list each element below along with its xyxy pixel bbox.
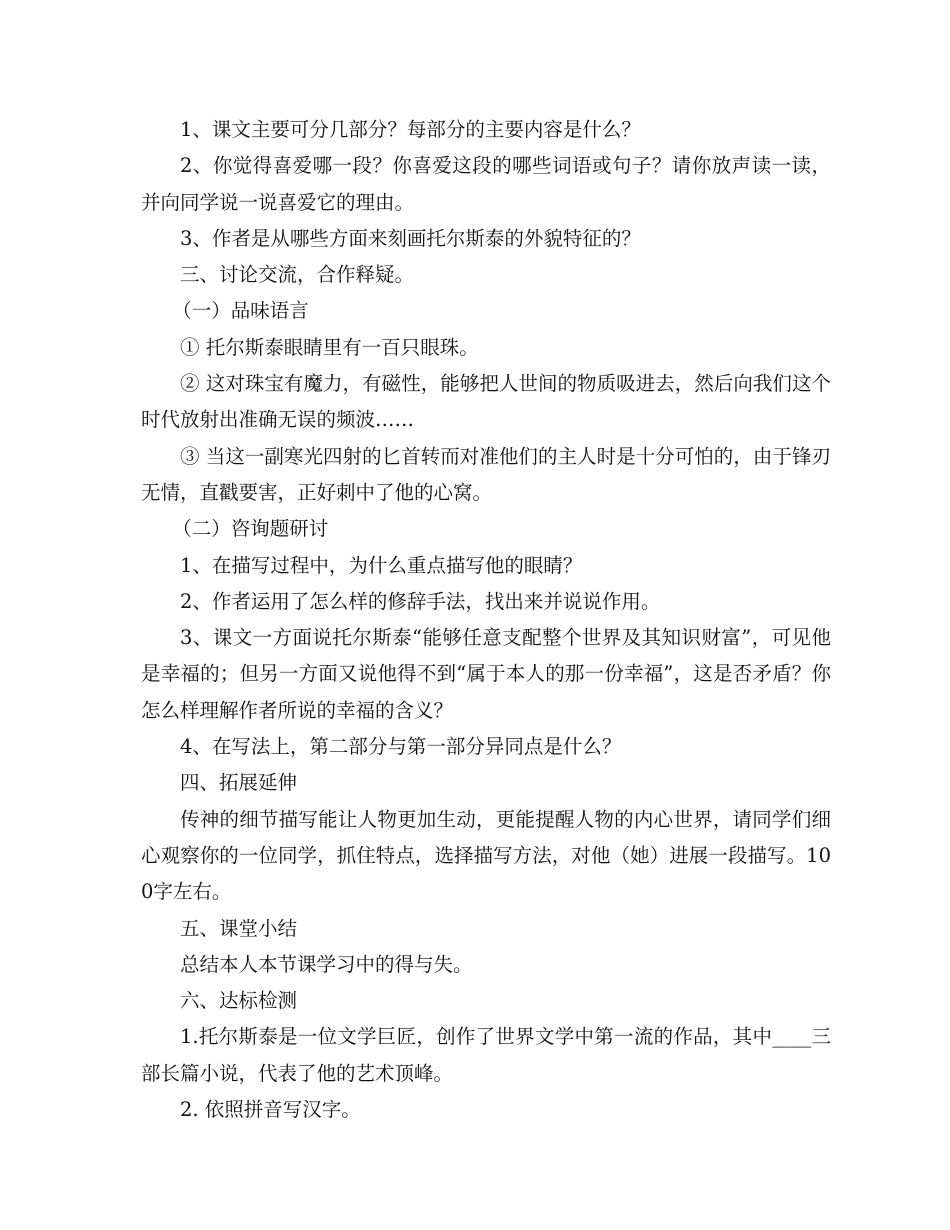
subsection-heading-language: （一）品味语言: [172, 299, 309, 323]
question-1: 1、课文主要可分几部分？每部分的主要内容是什么？: [180, 118, 641, 141]
quote-1: ① 托尔斯泰眼睛里有一百只眼珠。: [180, 335, 479, 359]
document-body: [141, 112, 831, 1128]
section-heading-assessment: 六、达标检测: [180, 989, 298, 1013]
assessment-item-1: 1.托尔斯泰是一位文学巨匠，创作了世界文学中第一流的作品，其中____三部长篇小说，代表了他的艺术顶峰。: [141, 1025, 831, 1085]
discussion-question-1: 1、在描写过程中，为什么重点描写他的眼睛？: [180, 553, 583, 577]
subsection-heading-questions: （二）咨询题研讨: [172, 517, 329, 541]
section-heading-extension: 四、拓展延伸: [180, 771, 298, 795]
discussion-question-3: 3、课文一方面说托尔斯泰“能够任意支配整个世界及其知识财富”，可见他是幸福的；但另一方面又说他得不到“属于本人的那一份幸福”，这是否矛盾？你怎么样理解作者所说的幸福的含义？: [141, 626, 831, 722]
question-2: 2、你觉得喜爱哪一段？你喜爱这段的哪些词语或句子？请你放声读一读，并向同学说一说喜爱它的理由。: [141, 154, 831, 214]
summary-paragraph: 总结本人本节课学习中的得与失。: [180, 952, 473, 976]
discussion-question-4: 4、在写法上，第二部分与第一部分异同点是什么？: [180, 735, 622, 759]
extension-paragraph: 传神的细节描写能让人物更加生动，更能提醒人物的内心世界，请同学们细心观察你的一位同学，抓住特点，选择描写方法，对他（她）进展一段描写。100字左右。: [141, 807, 831, 904]
quote-3: ③ 当这一副寒光四射的匕首转而对准他们的主人时是十分可怕的，由于锋刃无情，直戳要害，正好刺中了他的心窝。: [141, 444, 831, 504]
section-heading-summary: 五、课堂小结: [180, 916, 298, 940]
discussion-question-2: 2、作者运用了怎么样的修辞手法，找出来并说说作用。: [180, 589, 661, 613]
question-3: 3、作者是从哪些方面来刻画托尔斯泰的外貌特征的？: [180, 226, 641, 250]
assessment-item-2: 2. 依照拼音写汉字。: [180, 1098, 361, 1122]
quote-2: ② 这对珠宝有魔力，有磁性，能够把人世间的物质吸进去，然后向我们这个时代放射出准确无误的频波……: [141, 372, 831, 432]
section-heading-discussion: 三、讨论交流，合作释疑。: [180, 263, 415, 287]
